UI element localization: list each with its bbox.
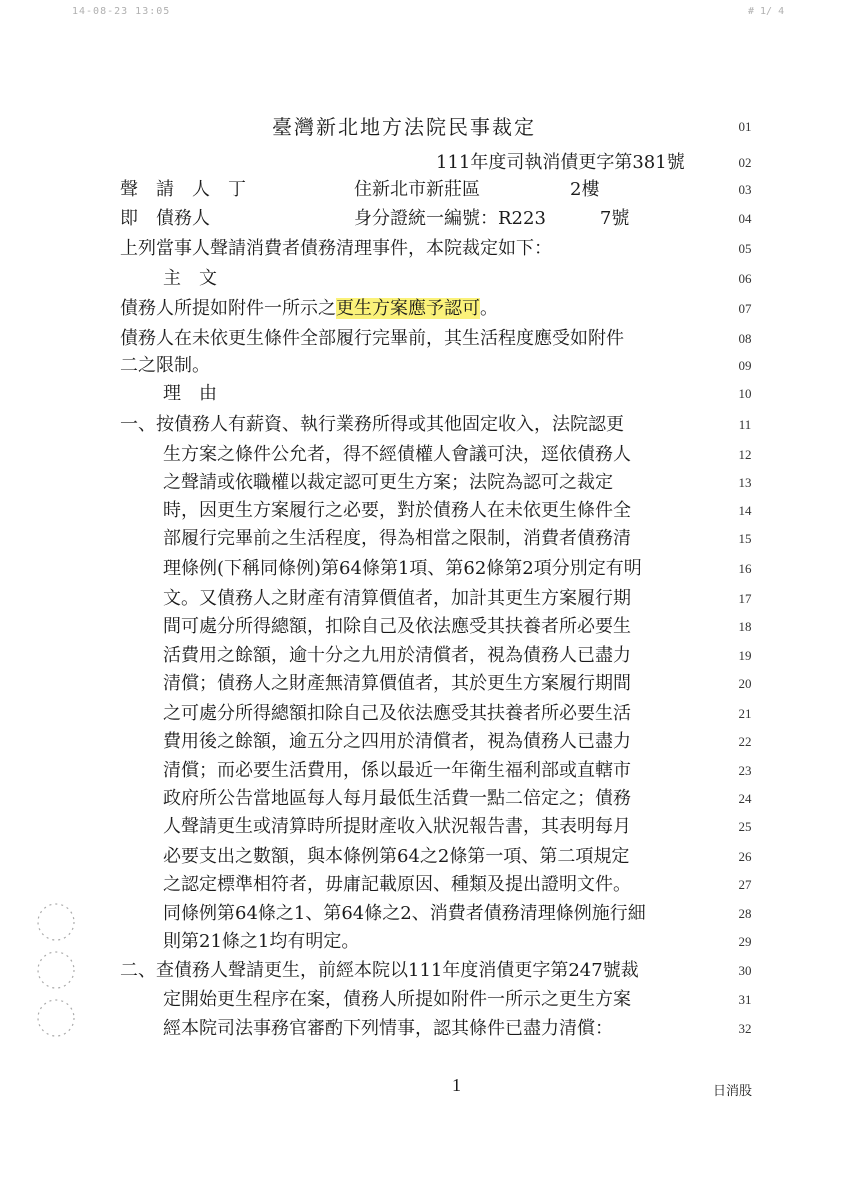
line-number: 32	[738, 1021, 752, 1036]
line-number: 06	[738, 271, 752, 286]
text-line	[0, 957, 848, 985]
line-text: 部履行完畢前之生活程度，得為相當之限制，消費者債務清	[163, 528, 631, 549]
line-text: 債務人在未依更生條件全部履行完畢前，其生活程度應受如附件	[120, 328, 624, 349]
line-number: 16	[738, 561, 752, 576]
line-number: 12	[738, 447, 752, 462]
line-text: 二、查債務人聲請更生，前經本院以111年度消債更字第247號裁	[120, 960, 639, 981]
text-line	[0, 728, 848, 756]
line-text: 經本院司法事務官審酌下列情事，認其條件已盡力清償：	[163, 1018, 613, 1039]
line-text: 時，因更生方案履行之必要，對於債務人在未依更生條件全	[163, 500, 631, 521]
text-line	[0, 441, 848, 469]
line-number: 11	[738, 417, 752, 432]
text-line	[0, 900, 848, 928]
line-number: 30	[738, 963, 752, 978]
text-line	[0, 555, 848, 583]
line-text: 一、按債務人有薪資、執行業務所得或其他固定收入，法院認更	[120, 414, 624, 435]
page-number: 1	[452, 1075, 461, 1095]
text-line	[0, 205, 848, 233]
line-number: 14	[738, 503, 752, 518]
line-text: 清償；債務人之財產無清算價值者，其於更生方案履行期間	[163, 673, 631, 694]
text-line	[0, 757, 848, 785]
line-text: 即 債務人 身分證統一編號：R223 7號	[120, 208, 630, 229]
line-text: 人聲請更生或清算時所提財產收入狀況報告書，其表明每月	[163, 816, 631, 837]
line-number: 01	[738, 119, 752, 134]
line-text: 定開始更生程序在案，債務人所提如附件一所示之更生方案	[163, 989, 631, 1010]
text-line	[0, 113, 848, 141]
line-number: 10	[738, 386, 752, 401]
line-text: 之認定標準相符者，毋庸記載原因、種類及提出證明文件。	[163, 874, 631, 895]
line-number: 25	[738, 819, 752, 834]
line-text-after-highlight: 。	[480, 298, 498, 319]
line-number: 22	[738, 734, 752, 749]
line-text: 二之限制。	[120, 355, 210, 376]
line-text: 政府所公告當地區每人每月最低生活費一點二倍定之；債務	[163, 788, 631, 809]
line-text: 則第21條之1均有明定。	[163, 931, 360, 952]
line-number: 24	[738, 791, 752, 806]
text-line	[0, 525, 848, 553]
text-line	[0, 785, 848, 813]
text-line	[0, 380, 848, 408]
text-line	[0, 813, 848, 841]
line-number: 15	[738, 531, 752, 546]
text-line	[0, 670, 848, 698]
line-text: 之聲請或依職權以裁定認可更生方案；法院為認可之裁定	[163, 472, 613, 493]
text-line	[0, 265, 848, 293]
line-number: 29	[738, 934, 752, 949]
line-number: 07	[738, 301, 752, 316]
line-number: 02	[738, 155, 752, 170]
line-text-before-highlight: 債務人所提如附件一所示之	[120, 298, 336, 319]
line-text: 文。又債務人之財產有清算價值者，加計其更生方案履行期	[163, 588, 631, 609]
line-text: 生方案之條件公允者，得不經債權人會議可決，逕依債務人	[163, 444, 631, 465]
text-line	[0, 585, 848, 613]
line-number: 20	[738, 676, 752, 691]
line-number: 04	[738, 211, 752, 226]
line-number: 13	[738, 475, 752, 490]
line-text: 活費用之餘額，逾十分之九用於清償者，視為債務人已盡力	[163, 645, 631, 666]
line-number: 28	[738, 906, 752, 921]
line-text: 111年度司執消債更字第381號	[436, 152, 685, 173]
text-line	[0, 843, 848, 871]
line-text: 之可處分所得總額扣除自己及依法應受其扶養者所必要生活	[163, 703, 631, 724]
text-line	[0, 469, 848, 497]
highlighted-text: 更生方案應予認可	[336, 298, 480, 319]
line-number: 08	[738, 331, 752, 346]
line-text	[120, 295, 498, 323]
line-text: 主 文	[163, 268, 217, 289]
line-text: 清償；而必要生活費用，係以最近一年衛生福利部或直轄市	[163, 760, 631, 781]
text-line	[0, 149, 848, 177]
line-number: 18	[738, 619, 752, 634]
line-number: 21	[738, 706, 752, 721]
text-line	[0, 235, 848, 263]
line-text: 費用後之餘額，逾五分之四用於清償者，視為債務人已盡力	[163, 731, 631, 752]
text-line	[0, 295, 848, 323]
text-line	[0, 497, 848, 525]
line-number: 27	[738, 877, 752, 892]
line-text: 理 由	[163, 383, 217, 404]
line-text: 間可處分所得總額，扣除自己及依法應受其扶養者所必要生	[163, 616, 631, 637]
text-line	[0, 176, 848, 204]
line-number: 23	[738, 763, 752, 778]
department-label: 日消股	[713, 1084, 753, 1099]
line-text: 同條例第64條之1、第64條之2、消費者債務清理條例施行細	[163, 903, 646, 924]
text-line	[0, 871, 848, 899]
binding-punch-holes	[30, 900, 82, 1040]
line-text: 理條例(下稱同條例)第64條第1項、第62條第2項分別定有明	[163, 558, 642, 579]
text-line	[0, 411, 848, 439]
text-line	[0, 928, 848, 956]
line-number: 19	[738, 648, 752, 663]
line-number: 17	[738, 591, 752, 606]
line-number: 09	[738, 358, 752, 373]
text-line	[0, 700, 848, 728]
line-number: 26	[738, 849, 752, 864]
line-number: 31	[738, 992, 752, 1007]
line-text: 必要支出之數額，與本條例第64之2條第一項、第二項規定	[163, 846, 630, 867]
text-line	[0, 613, 848, 641]
text-line	[0, 642, 848, 670]
fax-header: 14-08-23 13:05	[72, 6, 171, 17]
line-text: 上列當事人聲請消費者債務清理事件，本院裁定如下：	[120, 238, 552, 259]
text-line	[0, 1015, 848, 1043]
text-line	[0, 352, 848, 380]
line-text: 聲 請 人 丁 住新北市新莊區 2樓	[120, 179, 600, 200]
line-number: 05	[738, 241, 752, 256]
fax-page-indicator: # 1/ 4	[748, 6, 785, 17]
text-line	[0, 986, 848, 1014]
document-title: 臺灣新北地方法院民事裁定	[272, 115, 536, 139]
line-number: 03	[738, 182, 752, 197]
text-line	[0, 325, 848, 353]
